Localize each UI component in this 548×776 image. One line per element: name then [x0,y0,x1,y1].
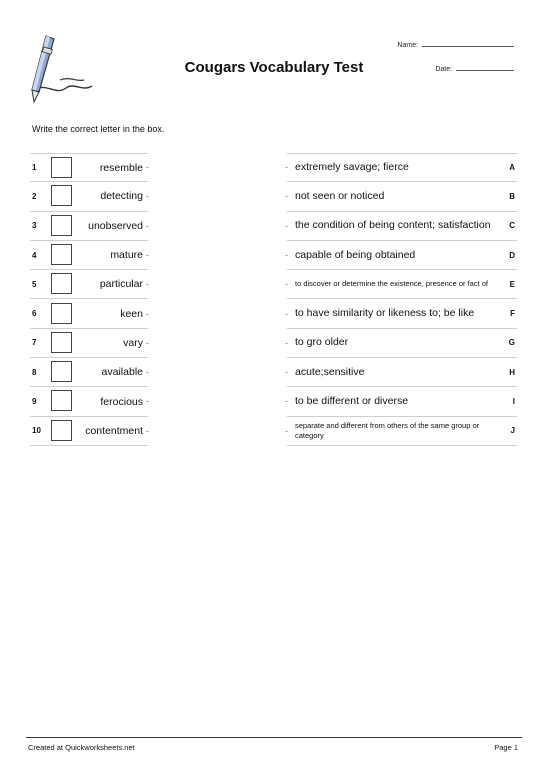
answer-box[interactable] [51,332,72,353]
footer-credit: Created at Quickworksheets.net [28,743,135,752]
connector-dash: - [146,308,149,319]
connector-dash: - [146,425,149,436]
connector-dash: - [146,337,149,348]
vocab-word: available [101,366,143,379]
answer-box[interactable] [51,273,72,294]
connector-dash: - [146,191,149,202]
definition-text: extremely savage; fierce [295,161,409,174]
definition-letter: H [509,367,515,377]
word-row [30,153,148,182]
word-number: 2 [32,191,37,201]
definition-letter: B [509,191,515,201]
definition-row [287,270,517,299]
pen-logo [26,30,98,106]
answer-box[interactable] [51,244,72,265]
date-label: Date: [435,66,453,73]
definition-row [287,300,517,329]
word-number: 8 [32,367,37,377]
definition-letter: D [509,250,515,260]
definition-row [287,212,517,241]
word-number: 4 [32,250,37,260]
word-row [30,270,148,299]
pen-icon [26,30,98,106]
word-row [30,387,148,416]
definition-letter: A [509,163,515,173]
connector-dash: - [146,220,149,231]
vocab-word: detecting [100,190,143,203]
definition-letter: J [510,426,515,436]
vocab-word: mature [110,249,143,262]
date-line [456,64,514,71]
definition-row [287,358,517,387]
definition-text: capable of being obtained [295,248,416,261]
connector-dash: - [285,367,288,378]
connector-dash: - [285,425,288,436]
connector-dash: - [285,162,288,172]
definition-row [287,241,517,270]
vocab-word: contentment [85,424,143,437]
word-row [30,300,148,329]
connector-dash: - [285,337,288,348]
word-number: 6 [32,309,37,319]
name-label: Name: [397,42,419,49]
definition-text: to gro older [295,336,349,349]
date-field[interactable] [435,64,514,73]
page-title: Cougars Vocabulary Test [184,59,364,76]
connector-dash: - [146,279,149,290]
word-row [30,329,148,358]
definition-row [287,387,517,416]
footer-divider [26,737,522,738]
vocab-word: ferocious [100,395,143,408]
vocab-word: keen [120,307,143,320]
definition-text: to have similarity or likeness to; be like [295,307,475,320]
word-number: 9 [32,397,37,407]
answer-box[interactable] [51,185,72,206]
word-number: 1 [32,163,37,173]
vocab-word: resemble [99,161,143,174]
definition-letter: G [508,338,515,348]
word-row [30,182,148,211]
connector-dash: - [146,249,149,260]
connector-dash: - [146,162,149,172]
word-number: 5 [32,279,37,289]
answer-box[interactable] [51,420,72,441]
connector-dash: - [285,396,288,407]
definition-text: not seen or noticed [295,189,385,202]
definition-row [287,182,517,211]
definition-row [287,329,517,358]
connector-dash: - [285,249,288,260]
connector-dash: - [285,191,288,202]
word-row [30,241,148,270]
definition-letter: E [509,279,515,289]
vocab-word: vary [123,336,143,349]
connector-dash: - [285,279,288,290]
definition-row [287,417,517,446]
definition-letter: C [509,221,515,231]
connector-dash: - [285,308,288,319]
word-row [30,417,148,446]
word-number: 10 [32,426,41,436]
definition-letter: I [512,397,515,407]
name-field[interactable] [397,40,514,49]
definition-text: the condition of being content; satisfaction [295,219,491,232]
answer-box[interactable] [51,157,72,178]
answer-box[interactable] [51,215,72,236]
answer-box[interactable] [51,303,72,324]
definition-text: acute;sensitive [295,365,365,378]
definition-letter: F [510,309,515,319]
word-row [30,212,148,241]
connector-dash: - [285,220,288,231]
definition-text: separate and different from others of the same group or category [295,420,480,440]
answer-box[interactable] [51,361,72,382]
page-number: Page 1 [494,743,518,752]
definition-row [287,153,517,182]
definition-text: to discover or determine the existence, presence or fact of [295,279,489,289]
word-number: 3 [32,221,37,231]
instructions: Write the correct letter in the box. [32,124,165,134]
vocab-word: particular [99,278,143,291]
word-row [30,358,148,387]
connector-dash: - [146,367,149,378]
name-line [422,40,514,47]
answer-box[interactable] [51,390,72,411]
definition-text: to be different or diverse [295,395,409,408]
word-number: 7 [32,338,37,348]
vocab-word: unobserved [88,219,143,232]
connector-dash: - [146,396,149,407]
